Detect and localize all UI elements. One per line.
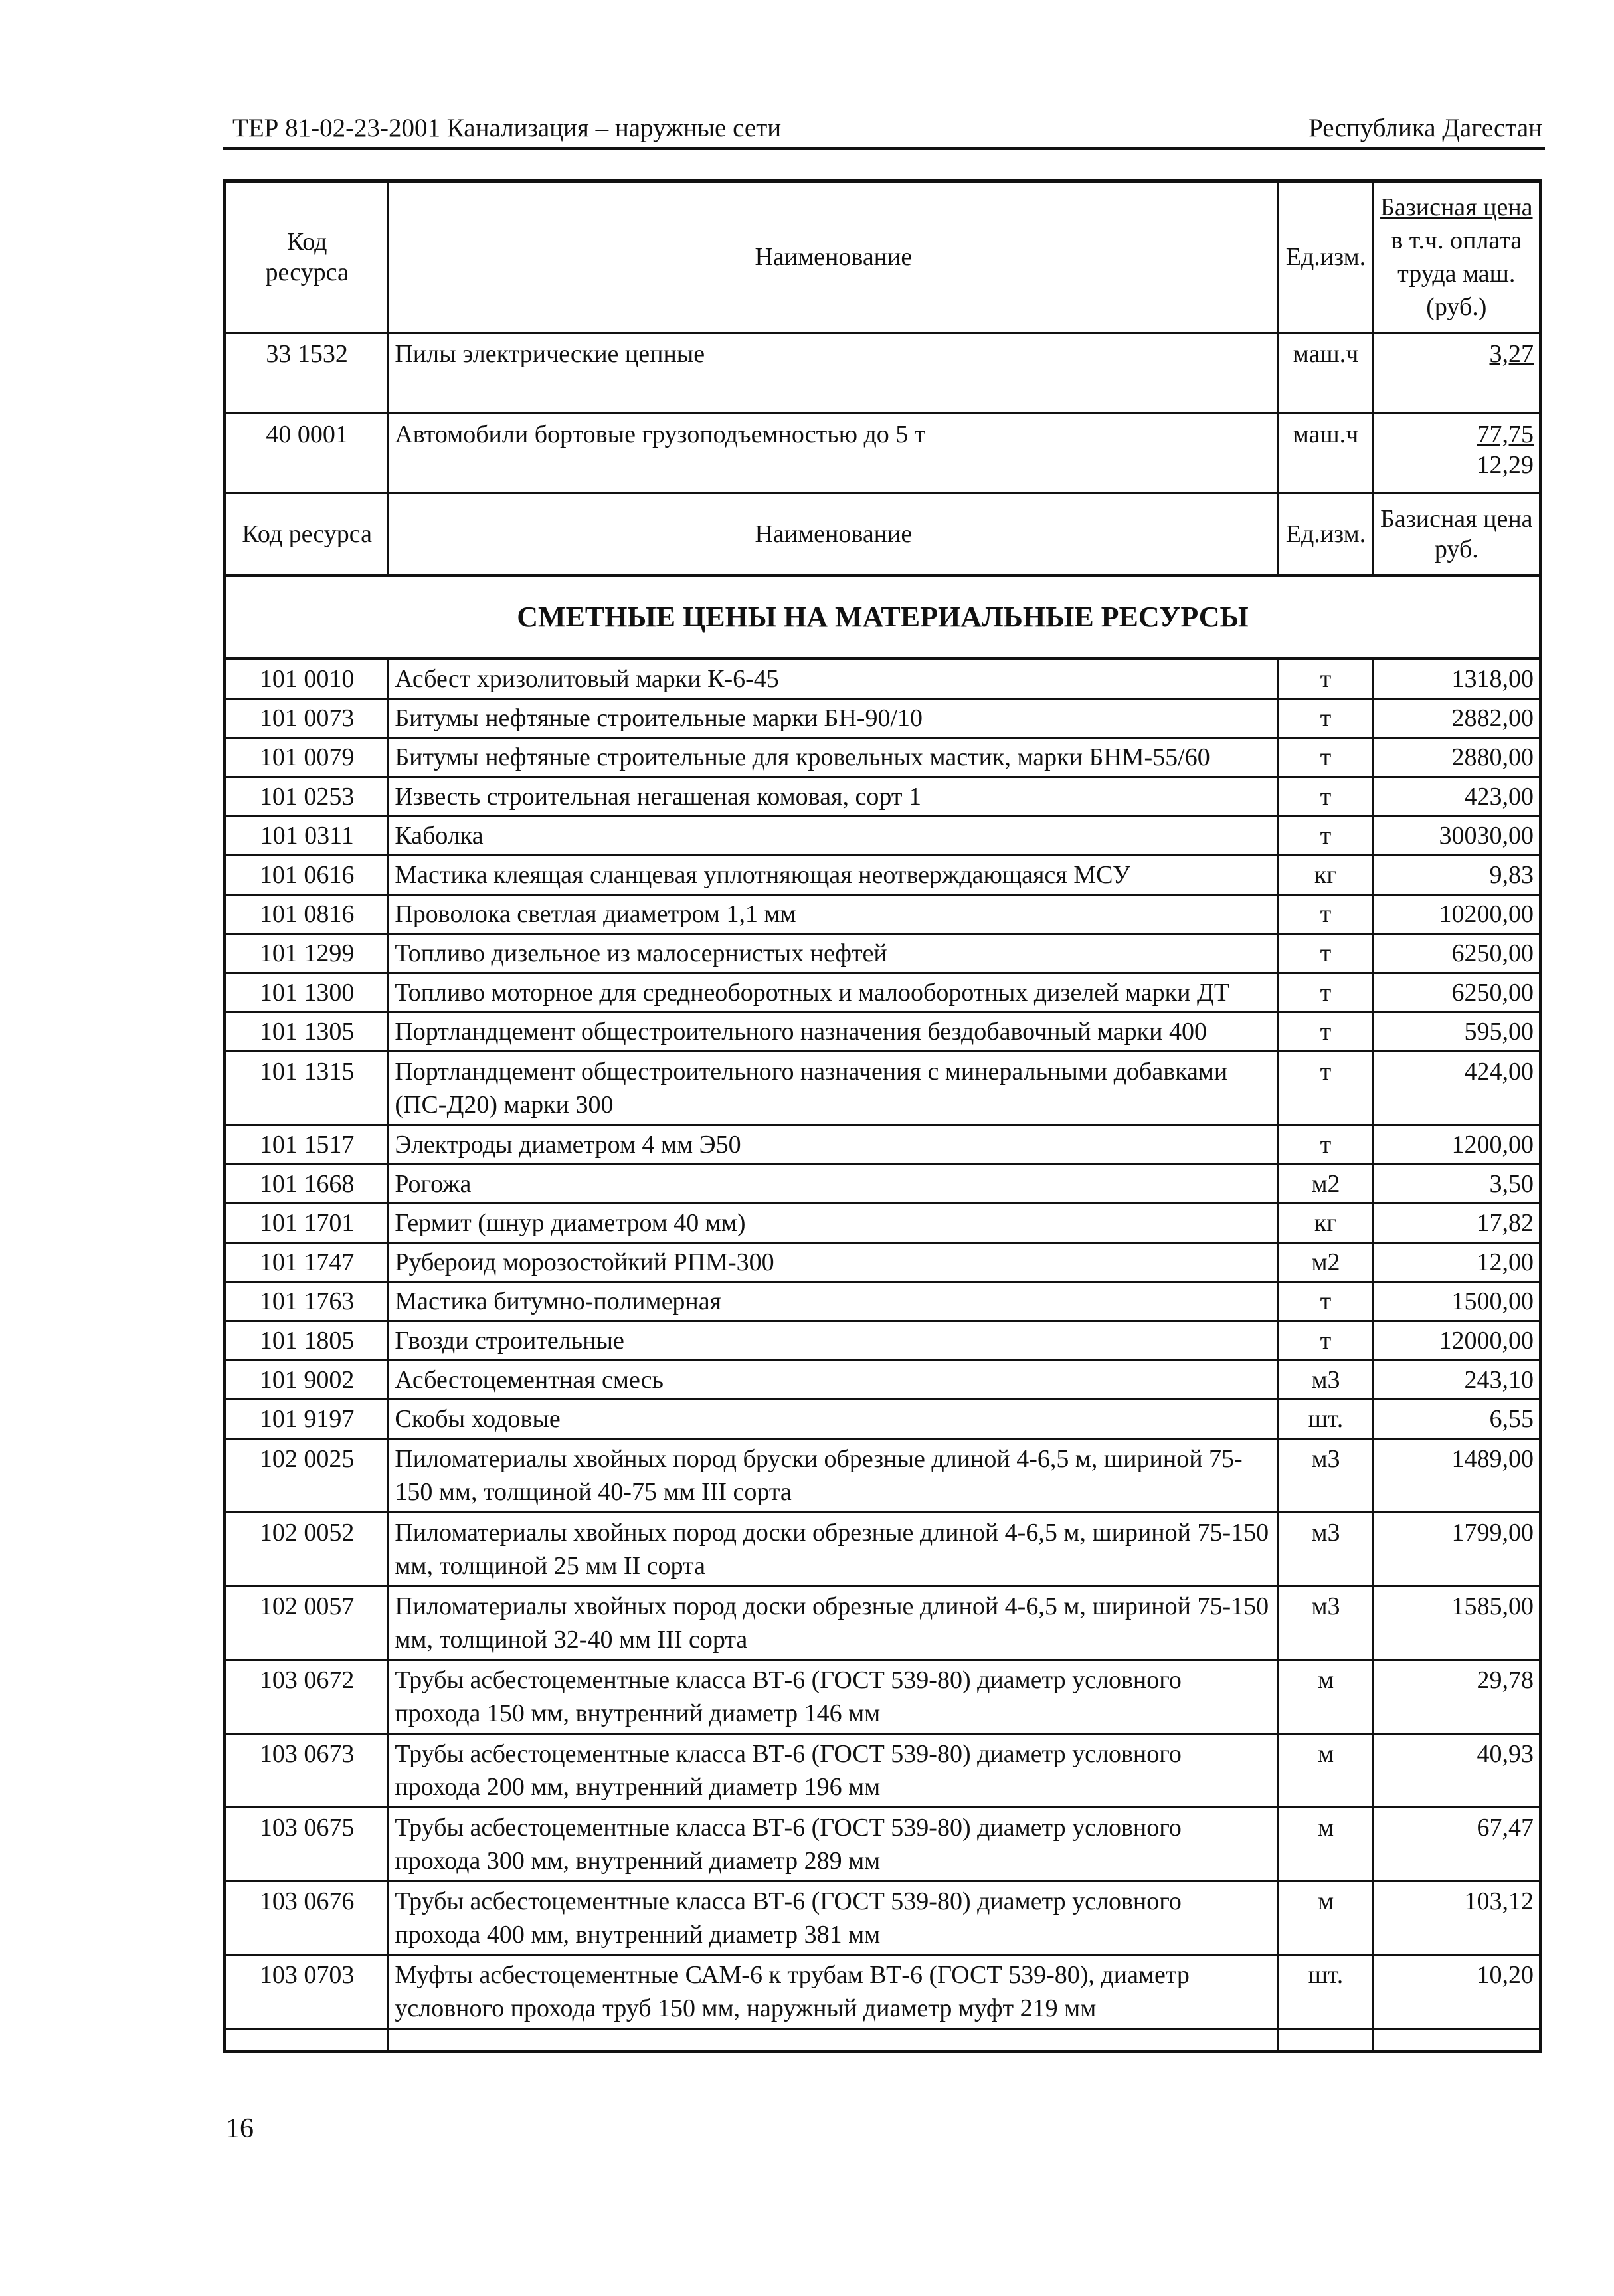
resource-price: 12000,00 [1373, 1321, 1540, 1361]
resource-unit: т [1279, 973, 1373, 1012]
resource-code: 101 0079 [225, 738, 389, 777]
resource-code: 103 0675 [225, 1808, 389, 1881]
resource-code: 102 0057 [225, 1586, 389, 1660]
header-unit: Ед.изм. [1279, 494, 1373, 576]
resource-price: 243,10 [1373, 1361, 1540, 1400]
table-row [225, 777, 1541, 816]
resource-price: 12,00 [1373, 1243, 1540, 1282]
header-name: Наименование [389, 181, 1279, 333]
resource-name: Портландцемент общестроительного назначения с минеральными добавками (ПС-Д20) марки 300 [389, 1052, 1279, 1125]
resource-name: Скобы ходовые [389, 1400, 1279, 1439]
table-row [225, 1586, 1541, 1660]
resource-name: Известь строительная негашеная комовая, сорт 1 [389, 777, 1279, 816]
resource-name: Мастика клеящая сланцевая уплотняющая неотверждающаяся МСУ [389, 856, 1279, 895]
resource-unit: м [1279, 1660, 1373, 1734]
resource-code: 101 1701 [225, 1204, 389, 1243]
table-row [225, 1243, 1541, 1282]
resource-name: Битумы нефтяные строительные марки БН-90/10 [389, 699, 1279, 738]
resource-unit: м3 [1279, 1439, 1373, 1513]
resource-unit: т [1279, 1052, 1373, 1125]
resource-name: Мастика битумно-полимерная [389, 1282, 1279, 1321]
resource-code: 101 0311 [225, 816, 389, 856]
resource-unit: т [1279, 1125, 1373, 1165]
resource-price: 67,47 [1373, 1808, 1540, 1881]
resource-unit: м3 [1279, 1586, 1373, 1660]
machine-row [225, 413, 1541, 494]
table-row [225, 1734, 1541, 1808]
resource-price: 1500,00 [1373, 1282, 1540, 1321]
labor-price: 12,29 [1477, 451, 1534, 479]
resource-name: Битумы нефтяные строительные для кровельных мастик, марки БНМ-55/60 [389, 738, 1279, 777]
resource-code: 101 1315 [225, 1052, 389, 1125]
resource-price: 10200,00 [1373, 895, 1540, 934]
resource-price: 103,12 [1373, 1881, 1540, 1955]
table-row [225, 1660, 1541, 1734]
resource-code: 103 0703 [225, 1955, 389, 2029]
table-row [225, 738, 1541, 777]
resource-name: Пиломатериалы хвойных пород доски обрезные длиной 4-6,5 м, шириной 75-150 мм, толщиной 32-40 мм III сорта [389, 1586, 1279, 1660]
resource-code: 101 0616 [225, 856, 389, 895]
resource-price: 424,00 [1373, 1052, 1540, 1125]
resource-code: 103 0676 [225, 1881, 389, 1955]
resource-code: 101 1299 [225, 934, 389, 973]
resource-code: 101 1763 [225, 1282, 389, 1321]
resource-unit: шт. [1279, 1400, 1373, 1439]
resource-code: 101 1747 [225, 1243, 389, 1282]
resource-name: Трубы асбестоцементные класса ВТ-6 (ГОСТ 539-80) диаметр условного прохода 400 мм, внутренний диаметр 381 мм [389, 1881, 1279, 1955]
resource-price: 40,93 [1373, 1734, 1540, 1808]
resource-code: 102 0052 [225, 1513, 389, 1586]
resource-unit: т [1279, 1282, 1373, 1321]
resource-name: Пилы электрические цепные [389, 333, 1279, 413]
resource-code: 101 1517 [225, 1125, 389, 1165]
resource-price: 2882,00 [1373, 699, 1540, 738]
header-price: Базисная цена в т.ч. оплата труда маш. (руб.) [1373, 181, 1540, 333]
materials-header-row [225, 494, 1541, 576]
header-name: Наименование [389, 494, 1279, 576]
section-title: СМЕТНЫЕ ЦЕНЫ НА МАТЕРИАЛЬНЫЕ РЕСУРСЫ [225, 576, 1541, 659]
machines-header-row [225, 181, 1541, 333]
resource-name: Рогожа [389, 1165, 1279, 1204]
resource-price: 2880,00 [1373, 738, 1540, 777]
table-row [225, 934, 1541, 973]
resource-unit: кг [1279, 856, 1373, 895]
table-row [225, 1361, 1541, 1400]
machine-row [225, 333, 1541, 413]
table-row [225, 659, 1541, 699]
resource-price: 423,00 [1373, 777, 1540, 816]
resource-code: 40 0001 [225, 413, 389, 494]
resource-name: Асбест хризолитовый марки К-6-45 [389, 659, 1279, 699]
resource-price-table [223, 179, 1542, 2053]
resource-name: Трубы асбестоцементные класса ВТ-6 (ГОСТ 539-80) диаметр условного прохода 300 мм, внутренний диаметр 289 мм [389, 1808, 1279, 1881]
table-row [225, 1282, 1541, 1321]
resource-unit: кг [1279, 1204, 1373, 1243]
resource-unit: маш.ч [1279, 333, 1373, 413]
resource-code: 101 1305 [225, 1012, 389, 1052]
table-row [225, 1400, 1541, 1439]
resource-price: 9,83 [1373, 856, 1540, 895]
resource-code: 102 0025 [225, 1439, 389, 1513]
resource-unit: т [1279, 895, 1373, 934]
table-row [225, 1125, 1541, 1165]
resource-unit: м3 [1279, 1513, 1373, 1586]
resource-unit: т [1279, 659, 1373, 699]
resource-code: 101 0816 [225, 895, 389, 934]
resource-unit: м [1279, 1734, 1373, 1808]
resource-name: Электроды диаметром 4 мм Э50 [389, 1125, 1279, 1165]
resource-price: 1799,00 [1373, 1513, 1540, 1586]
resource-unit: маш.ч [1279, 413, 1373, 494]
resource-price: 10,20 [1373, 1955, 1540, 2029]
resource-unit: т [1279, 816, 1373, 856]
resource-price: 1318,00 [1373, 659, 1540, 699]
resource-code: 101 9002 [225, 1361, 389, 1400]
resource-name: Трубы асбестоцементные класса ВТ-6 (ГОСТ 539-80) диаметр условного прохода 150 мм, внутренний диаметр 146 мм [389, 1660, 1279, 1734]
resource-name: Рубероид морозостойкий РПМ-300 [389, 1243, 1279, 1282]
resource-unit: м [1279, 1808, 1373, 1881]
resource-price: 17,82 [1373, 1204, 1540, 1243]
resource-unit: т [1279, 777, 1373, 816]
empty-cell [389, 2029, 1279, 2052]
table-row [225, 1012, 1541, 1052]
empty-cell [225, 2029, 389, 2052]
resource-code: 103 0672 [225, 1660, 389, 1734]
resource-price: 77,75 12,29 [1373, 413, 1540, 494]
table-row [225, 1052, 1541, 1125]
table-row [225, 856, 1541, 895]
resource-name: Гермит (шнур диаметром 40 мм) [389, 1204, 1279, 1243]
resource-price: 29,78 [1373, 1660, 1540, 1734]
page-header [223, 113, 1545, 150]
table-row [225, 1955, 1541, 2029]
resource-code: 101 9197 [225, 1400, 389, 1439]
table-row [225, 1204, 1541, 1243]
resource-name: Топливо моторное для среднеоборотных и малооборотных дизелей марки ДТ [389, 973, 1279, 1012]
resource-code: 101 0073 [225, 699, 389, 738]
resource-name: Асбестоцементная смесь [389, 1361, 1279, 1400]
resource-price: 30030,00 [1373, 816, 1540, 856]
header-price: Базисная цена руб. [1373, 494, 1540, 576]
resource-unit: т [1279, 1012, 1373, 1052]
resource-price: 6250,00 [1373, 973, 1540, 1012]
resource-unit: м [1279, 1881, 1373, 1955]
region-name: Республика Дагестан [1308, 114, 1542, 142]
resource-unit: м2 [1279, 1165, 1373, 1204]
resource-unit: м3 [1279, 1361, 1373, 1400]
resource-code: 101 0253 [225, 777, 389, 816]
resource-unit: т [1279, 738, 1373, 777]
resource-price: 595,00 [1373, 1012, 1540, 1052]
table-row [225, 816, 1541, 856]
table-row [225, 1165, 1541, 1204]
resource-name: Каболка [389, 816, 1279, 856]
resource-unit: т [1279, 1321, 1373, 1361]
table-row [225, 1881, 1541, 1955]
resource-name: Автомобили бортовые грузоподъемностью до 5 т [389, 413, 1279, 494]
resource-price: 6,55 [1373, 1400, 1540, 1439]
resource-name: Топливо дизельное из малосернистых нефтей [389, 934, 1279, 973]
page-number: 16 [226, 2113, 254, 2144]
table-row [225, 699, 1541, 738]
resource-code: 33 1532 [225, 333, 389, 413]
resource-name: Трубы асбестоцементные класса ВТ-6 (ГОСТ 539-80) диаметр условного прохода 200 мм, внутренний диаметр 196 мм [389, 1734, 1279, 1808]
resource-code: 103 0673 [225, 1734, 389, 1808]
table-row [225, 973, 1541, 1012]
resource-name: Гвозди строительные [389, 1321, 1279, 1361]
resource-unit: шт. [1279, 1955, 1373, 2029]
resource-code: 101 1805 [225, 1321, 389, 1361]
empty-cell [1279, 2029, 1373, 2052]
resource-unit: м2 [1279, 1243, 1373, 1282]
document-title: ТЕР 81-02-23-2001 Канализация – наружные сети [232, 114, 782, 142]
resource-name: Муфты асбестоцементные САМ-6 к трубам ВТ-6 (ГОСТ 539-80), диаметр условного прохода труб 150 мм, наружный диаметр муфт 219 мм [389, 1955, 1279, 2029]
resource-price: 1489,00 [1373, 1439, 1540, 1513]
resource-name: Пиломатериалы хвойных пород доски обрезные длиной 4-6,5 м, шириной 75-150 мм, толщиной 25 мм II сорта [389, 1513, 1279, 1586]
table-row [225, 1439, 1541, 1513]
resource-price: 3,27 [1373, 333, 1540, 413]
resource-unit: т [1279, 699, 1373, 738]
resource-price: 1585,00 [1373, 1586, 1540, 1660]
table-row [225, 895, 1541, 934]
table-row [225, 1321, 1541, 1361]
resource-code: 101 1300 [225, 973, 389, 1012]
table-row [225, 1513, 1541, 1586]
resource-code: 101 1668 [225, 1165, 389, 1204]
resource-unit: т [1279, 934, 1373, 973]
table-row-empty [225, 2029, 1541, 2052]
resource-name: Проволока светлая диаметром 1,1 мм [389, 895, 1279, 934]
header-code: Код ресурса [225, 494, 389, 576]
header-unit: Ед.изм. [1279, 181, 1373, 333]
table-row [225, 1808, 1541, 1881]
section-title-row [225, 576, 1541, 659]
resource-price: 3,50 [1373, 1165, 1540, 1204]
resource-name: Портландцемент общестроительного назначения бездобавочный марки 400 [389, 1012, 1279, 1052]
resource-name: Пиломатериалы хвойных пород бруски обрезные длиной 4-6,5 м, шириной 75-150 мм, толщиной 40-75 мм III сорта [389, 1439, 1279, 1513]
resource-price: 1200,00 [1373, 1125, 1540, 1165]
header-code: Код ресурса [225, 181, 389, 333]
resource-price: 6250,00 [1373, 934, 1540, 973]
resource-code: 101 0010 [225, 659, 389, 699]
empty-cell [1373, 2029, 1540, 2052]
